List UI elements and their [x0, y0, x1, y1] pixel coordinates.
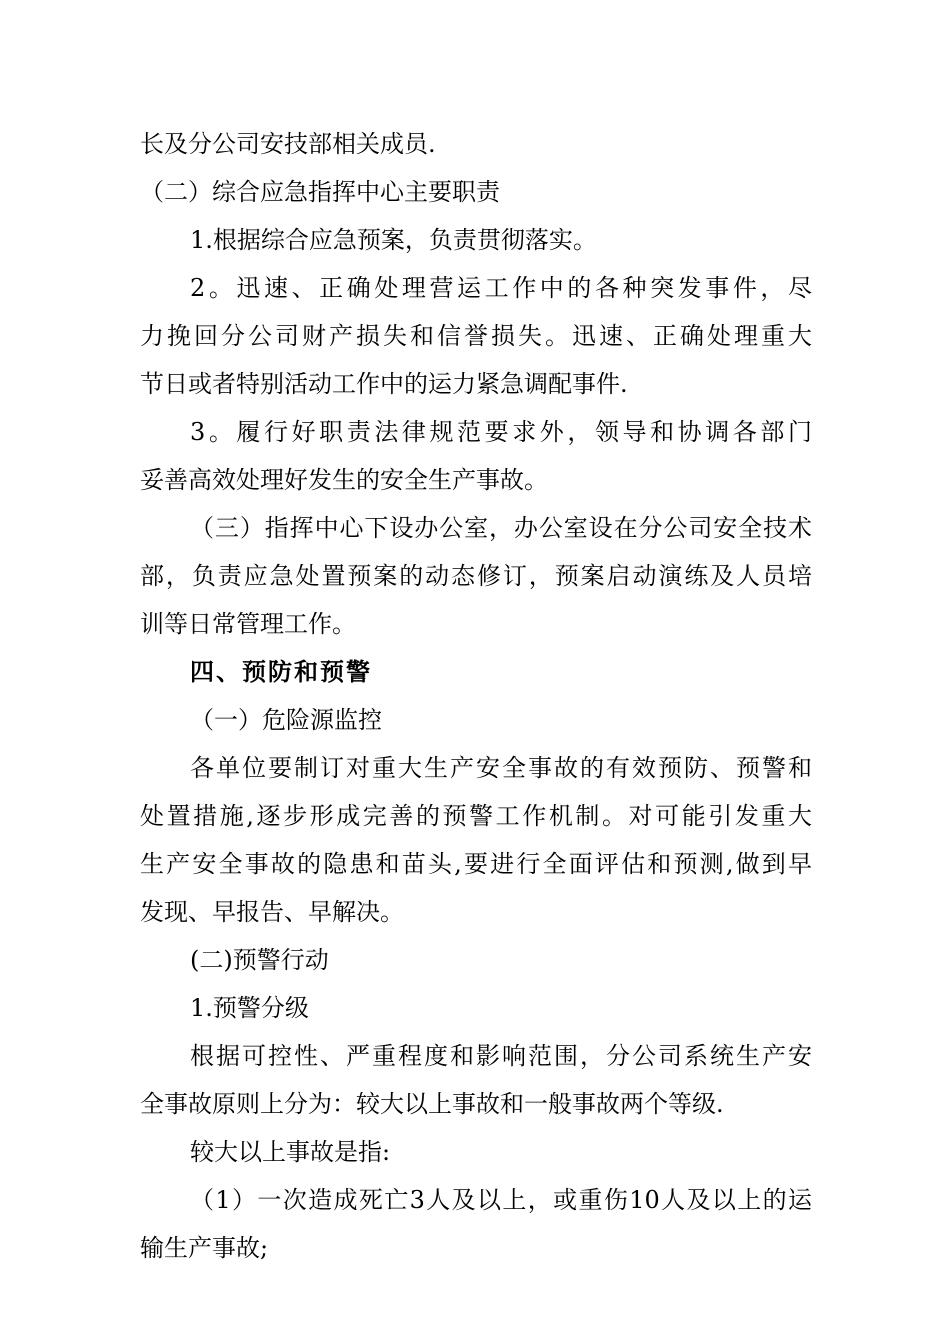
list-item-line: 输生产事故;	[140, 1234, 269, 1262]
paragraph-line: 根据可控性、严重程度和影响范围，分公司系统生产安	[190, 1042, 812, 1070]
paragraph-line: 妥善高效处理好发生的安全生产事故。	[140, 466, 548, 494]
section-subheading: 1.预警分级	[190, 994, 309, 1022]
paragraph-line: 3。履行好职责法律规范要求外，领导和协调各部门	[190, 418, 812, 446]
paragraph-line: 发现、早报告、早解决。	[140, 898, 404, 926]
section-subheading: (二)预警行动	[190, 946, 329, 974]
paragraph-line: 全事故原则上分为：较大以上事故和一般事故两个等级.	[140, 1090, 724, 1118]
section-subheading: （二）综合应急指挥中心主要职责	[140, 178, 500, 206]
paragraph-line: 生产安全事故的隐患和苗头,要进行全面评估和预测,做到早	[140, 850, 812, 878]
paragraph-line: 节日或者特别活动工作中的运力紧急调配事件.	[140, 370, 628, 398]
paragraph-line: 较大以上事故是指:	[190, 1138, 391, 1166]
paragraph-line: 各单位要制订对重大生产安全事故的有效预防、预警和	[190, 754, 812, 782]
paragraph-line: 处置措施,逐步形成完善的预警工作机制。对可能引发重大	[140, 802, 812, 830]
section-subheading: （一）危险源监控	[190, 706, 382, 734]
section-heading: 四、预防和预警	[190, 657, 372, 686]
list-item-line: （1）一次造成死亡3人及以上，或重伤10人及以上的运	[190, 1186, 812, 1214]
paragraph-line: 部，负责应急处置预案的动态修订，预案启动演练及人员培	[140, 562, 812, 590]
paragraph-line: 2。迅速、正确处理营运工作中的各种突发事件，尽	[190, 274, 812, 302]
paragraph-line: 1.根据综合应急预案，负责贯彻落实。	[190, 226, 597, 254]
paragraph-line: （三）指挥中心下设办公室，办公室设在分公司安全技术	[190, 514, 812, 542]
paragraph-line: 力挽回分公司财产损失和信誉损失。迅速、正确处理重大	[140, 322, 812, 350]
paragraph-line: 长及分公司安技部相关成员.	[140, 130, 436, 158]
paragraph-line: 训等日常管理工作。	[140, 610, 356, 638]
